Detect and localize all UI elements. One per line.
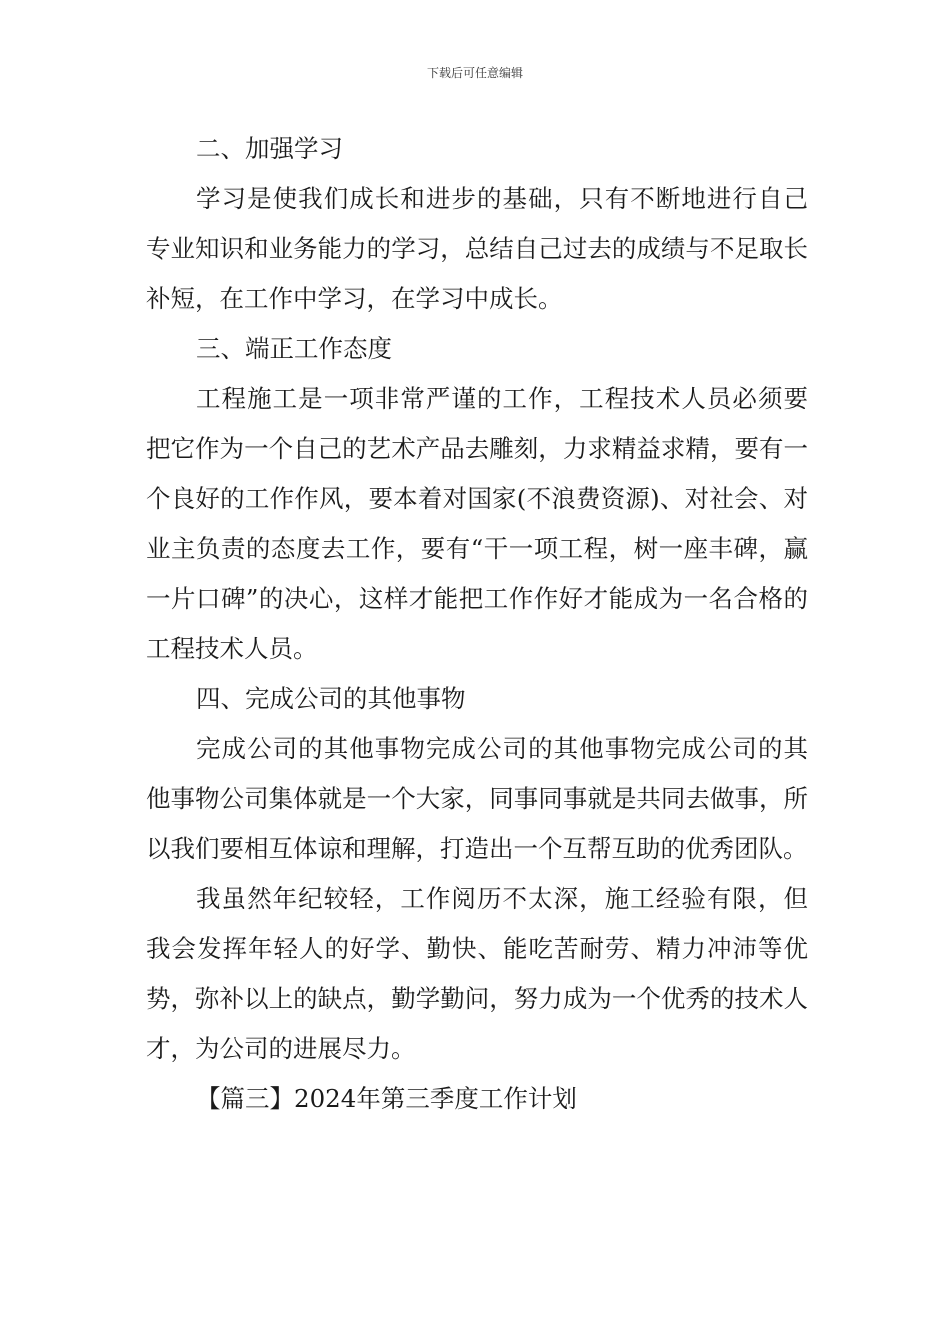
paragraph-self-assessment: 我虽然年纪较轻，工作阅历不太深，施工经验有限，但我会发挥年轻人的好学、勤快、能吃苦耐劳、精力冲沛等优势，弥补以上的缺点，勤学勤问，努力成为一个优秀的技术人才，为公司的进展尽力。 (146, 884, 808, 1063)
section-heading-3: 三、端正工作态度 (196, 334, 392, 363)
page-header-note: 下载后可任意编辑 (426, 66, 523, 80)
paragraph-study: 学习是使我们成长和进步的基础，只有不断地进行自己专业知识和业务能力的学习，总结自己过去的成绩与不足取长补短，在工作中学习，在学习中成长。 (146, 184, 808, 313)
chapter-heading-part-3: 【篇三】2024年第三季度工作计划 (196, 1084, 577, 1113)
section-heading-2: 二、加强学习 (196, 134, 343, 163)
document-body (146, 124, 808, 1124)
paragraph-company-affairs: 完成公司的其他事物完成公司的其他事物完成公司的其他事物公司集体就是一个大家，同事同事就是共同去做事，所以我们要相互体谅和理解，打造出一个互帮互助的优秀团队。 (146, 734, 808, 863)
section-heading-4: 四、完成公司的其他事物 (196, 684, 466, 713)
paragraph-attitude: 工程施工是一项非常严谨的工作，工程技术人员必须要把它作为一个自己的艺术产品去雕刻，力求精益求精，要有一个良好的工作作风，要本着对国家(不浪费资源)、对社会、对业主负责的态度去工作，要有“干一项工程，树一座丰碑，赢一片口碑”的决心，这样才能把工作作好才能成为一名合格的工程技术人员。 (146, 384, 808, 663)
